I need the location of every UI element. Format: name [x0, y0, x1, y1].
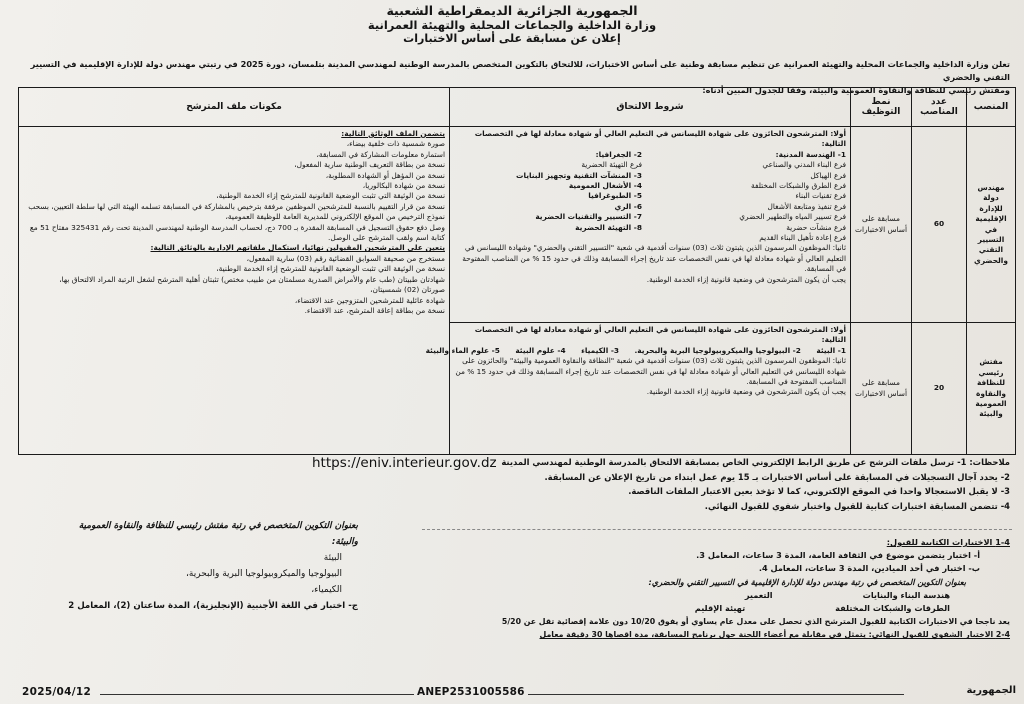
- footer-word: الجمهورية: [966, 685, 1016, 696]
- positions-table: [18, 87, 1016, 455]
- row1-conditions: [450, 127, 851, 323]
- table-row: [19, 127, 1016, 323]
- row2-mode: مسابقة على أساس الاختبارات: [851, 323, 912, 455]
- ministry-title: وزارة الداخلية والجماعات المحلية والتهيئة العمرانية: [367, 18, 657, 32]
- list-item: صورة شمسية ذات خلفية بيضاء،: [346, 139, 445, 149]
- header-count: عدد المناصب: [912, 88, 967, 127]
- list-item: نسخة من بطاقة التعريف الوطنية سارية المفعول،: [294, 160, 445, 170]
- header-post: المنصب: [967, 88, 1016, 127]
- engineer-specialties-row-2: [390, 602, 1010, 615]
- list-item: فرع تنفيذ ومتابعة الأشغال: [767, 201, 846, 211]
- list-item: الطرقات والشبكات المختلفة: [835, 603, 950, 614]
- row1-mode: مسابقة على أساس الاختبارات: [851, 127, 912, 323]
- list-item: تهيئة الإقليم: [694, 603, 746, 614]
- header-conditions: شروط الالتحاق: [450, 88, 851, 127]
- row2-cond-intro: أولا: المترشحون الحائزون على شهادة الليسانس في التعليم العالي أو شهادة معادلة لها في التخصصات التالية:: [474, 325, 846, 345]
- list-item: فرع الطرق والشبكات المختلفة: [751, 181, 846, 191]
- list-item: فرع التهيئة الحضرية: [581, 160, 642, 170]
- list-item: فرع تقنيات البناء: [795, 191, 846, 201]
- note-4: 4- تتضمن المسابقة اختبارات كتابية للقبول واختبار شفوي للقبول النهائي.: [704, 500, 1010, 511]
- list-item: فرع إعادة تأهيل البناء القديم: [759, 233, 846, 243]
- oral-test: 2-4 الاختبار الشفوي للقبول النهائي: يتمثل في مقابلة مع أعضاء اللجنة حول برنامج المسابقة، مدة اقصاها 30 دقيقة معامل: [539, 630, 1010, 640]
- list-item: الكيمياء،: [311, 585, 342, 595]
- row1-cond-intro: أولا: المترشحون الحائزون على شهادة الليسانس في التعليم العالي أو شهادة معادلة لها في التخصصات التالية:: [474, 129, 846, 149]
- engineer-specialties-title: بعنوان التكوين المتخصص في رتبة مهندس دولة للإدارة الإقليمية في التسيير التقني والحضري:: [648, 576, 966, 587]
- divider: [422, 529, 1012, 530]
- spec-a-title: 1- الهندسة المدنية:: [775, 149, 846, 159]
- list-item: هندسة البناء والبنايات: [862, 589, 950, 600]
- note-2: 2- يحدد آجال التسجيلات في المسابقة على أساس الاختبارات بـ 15 يوم عمل ابتداء من تاريخ الإعلان عن المسابقة.: [544, 471, 1010, 482]
- list-item: نسخة من المؤهل أو الشهادة المطلوبة،: [325, 170, 445, 180]
- spec-b-title: 2- الجغرافيا:: [595, 149, 642, 159]
- list-item: فرع البناء المدني والصناعي: [762, 160, 846, 170]
- row1-cond-note: يجب أن يكون المترشحون في وضعية قانونية إزاء الخدمة الوطنية.: [646, 274, 846, 284]
- list-item: شهادة عائلية للمترشحين المتزوجين عند الاقتضاء،: [294, 295, 445, 305]
- intro-line-1: تعلن وزارة الداخلية والجماعات المحلية والتهيئة العمرانية عن تنظيم مسابقة وطنية على أساس الاختبارات، للالتحاق بالتكوين المتخصص بالمدرسة الوطنية لمهندسي المدينة بتلمسان، دورة 2025 في رتبتي مهندس دولة للإدارة الإقليمية في التسيير التقني والحضري: [30, 59, 1010, 82]
- row1-count: 60: [912, 127, 967, 323]
- row2-post: مفتش رئيسي للنظافة والنقاوة العمومية والبيئة: [967, 323, 1016, 455]
- file-title: يتضمن الملف الوثائق التالية:: [341, 129, 445, 138]
- file-title-2: يتعين على المترشحين المقبولين نهائيا، استكمال ملفاتهم الإدارية بالوثائق التالية:: [150, 243, 445, 253]
- row1-spec-col-b: [454, 150, 642, 244]
- list-item: 5- الطبوغرافيا: [588, 191, 642, 201]
- list-item: نسخة من قرار التقييم بالنسبة للمترشحين الموظفين مرفقة بترخيص بالمشاركة في المسابقة تسلمه الهيئة التي لها سلطة التعيين، بسحب نموذج الترخيص من الموقع الإلكتروني للمديرية العامة للوظيفة العمومية،: [28, 201, 445, 222]
- list-item: 4- الأشغال العمومية: [568, 181, 642, 191]
- written-test-b: ب- اختبار في أحد الميادين، المدة 3 ساعات، المعامل 4.: [758, 563, 980, 574]
- inspector-title: بعنوان التكوين المتخصص في رتبة مفتش رئيسي للنظافة والنقاوة العمومية: [78, 521, 358, 531]
- list-item: شهادتان طبيتان (طب عام والأمراض الصدرية مسلمتان من طبيب مختص) تثبتان أهلية المترشح لشغل الرتبة المراد الالتحاق بها،: [59, 274, 445, 284]
- row1-cond-second: ثانيا: الموظفون المرسمون الذين يثبتون ثلاث (03) سنوات أقدمية في شعبة "التسيير التقني والحضري" وشهادة الليسانس في التعليم العالي أو شهادة معادلة لها في نفس التخصصات عند تاريخ إجراء المسابقة وذلك في حدود 15 % من المناصب المفتوحة في المسابقة.: [462, 243, 846, 274]
- row1-post: مهندس دولة للإدارة الإقليمية في التسيير التقني والحضري: [967, 127, 1016, 323]
- list-item: 7- التسيير والتقنيات الحضرية: [535, 212, 642, 222]
- intro-line-2: ومفتش رئيسي للنظافة والنقاوة العمومية والبيئة، وفقا للجدول المبين أدناه:: [702, 85, 1010, 95]
- row2-cond-specs: 1- البيئة 2- البيولوجيا والميكروبيولوجيا البرية والبحرية. 3- الكيمياء 4- علوم البيئة 5- علوم الماء والبيئة: [425, 345, 846, 355]
- inspector-title-2: والبيئة:: [331, 537, 358, 547]
- row1-spec-grid: [454, 150, 846, 244]
- engineer-specialties-row-1: [390, 589, 1010, 602]
- announcement-title: إعلان عن مسابقة على أساس الاختبارات: [403, 32, 621, 45]
- list-item: نسخة من الوثيقة التي تثبت الوضعية القانونية للمترشح إزاء الخدمة الوطنية،: [216, 191, 445, 201]
- list-item: وصل دفع حقوق التسجيل في المسابقة المقدرة بـ 700 دج، لحساب المدرسة الوطنية لمهندسي المدينة تحت رقم 325431 مفتاح 51 مع كتابة اسم ولقب المترشح على الوصل.: [29, 222, 445, 243]
- list-item: فرع تسيير المياه والتطهير الحضري: [739, 212, 846, 222]
- list-item: صورتان (02) شمسيتان،: [370, 285, 445, 295]
- note-1: ملاحظات: 1- ترسل ملفات الترشح عن طريق الرابط الإلكتروني الخاص بمسابقة الالتحاق بالمدرسة الوطنية لمهندسي المدينة: [501, 457, 1010, 467]
- row2-cond-second: ثانيا: الموظفون المرسمون الذين يثبتون ثلاث (03) سنوات أقدمية في شعبة "النظافة والنقاوة العمومية والبيئة" والحائزون على شهادة الليسانس في التعليم العالي أو شهادة معادلة لها في نفس التخصصات عند تاريخ إجراء المسابقة وذلك في حدود 15 % من المناصب المفتوحة في المسابقة.: [455, 356, 846, 387]
- anep-reference: ANEP2531005586: [414, 686, 528, 698]
- registration-link[interactable]: https://eniv.interieur.gov.dz: [312, 455, 497, 471]
- list-item: البيولوجيا والميكروبيولوجيا البرية والبحرية،: [186, 569, 342, 579]
- note-3: 3- لا يقبل الاستعجالا واحدا في الموقع الإلكتروني، كما لا تؤخذ بعين الاعتبار الملفات الناقصة.: [628, 486, 1010, 496]
- list-item: 3- المنشآت التقنية وتجهيز البنايات: [516, 170, 642, 180]
- header-file: مكونات ملف المترشح: [19, 88, 450, 127]
- written-test-a: أ- اختبار يتضمن موضوع في الثقافة العامة، المدة 3 ساعات، المعامل 3.: [696, 550, 980, 561]
- row2-conditions: [425, 323, 851, 455]
- written-tests-section: [390, 536, 1010, 642]
- row2-count: 20: [912, 323, 967, 455]
- inspector-specialties: [28, 518, 358, 614]
- list-item: مستخرج من صحيفة السوابق القضائية رقم (03) سارية المفعول،: [246, 253, 445, 263]
- row1-spec-col-a: [658, 150, 846, 244]
- list-item: 8- التهيئة الحضرية: [575, 222, 642, 232]
- republic-title: الجمهورية الجزائرية الديمقراطية الشعبية: [386, 3, 638, 18]
- list-item: فرع الهياكل: [810, 170, 846, 180]
- list-item: نسخة من بطاقة إعاقة المترشح، عند الاقتضاء.: [304, 305, 445, 315]
- list-item: نسخة من الوثيقة التي تثبت الوضعية القانونية للمترشح إزاء الخدمة الوطنية،: [216, 264, 445, 274]
- list-item: استمارة معلومات المشاركة في المسابقة،: [316, 149, 445, 159]
- list-item: فرع منشآت حضرية: [786, 222, 846, 232]
- list-item: التعمير: [744, 589, 773, 600]
- language-test: ج- اختبار في اللغة الأجنبية (الإنجليزية)، المدة ساعتان (2)، المعامل 2: [68, 601, 358, 611]
- written-tests-title: 1-4 الاختبارات الكتابية للقبول:: [886, 537, 1010, 547]
- list-item: 6- الري: [614, 201, 642, 211]
- list-item: البيئة: [323, 553, 342, 563]
- eliminatory-rule: يعد ناجحا في الاختبارات الكتابية للقبول المترشح الذي تحصل على معدل عام يساوي أو يفوق 10/20 دون علامة إقصائية تقل عن 5/20: [501, 617, 1010, 627]
- file-components: [19, 127, 450, 455]
- document-header: [0, 4, 1024, 46]
- publication-date: 2025/04/12: [22, 686, 92, 698]
- notes-section: [18, 455, 1010, 513]
- list-item: نسخة من شهادة البكالوريا،: [362, 181, 445, 191]
- footer: [0, 684, 1024, 704]
- header-mode: نمط التوظيف: [851, 88, 912, 127]
- table-header-row: [19, 88, 1016, 127]
- row2-cond-note: يجب أن يكون المترشحون في وضعية قانونية إزاء الخدمة الوطنية.: [646, 387, 846, 397]
